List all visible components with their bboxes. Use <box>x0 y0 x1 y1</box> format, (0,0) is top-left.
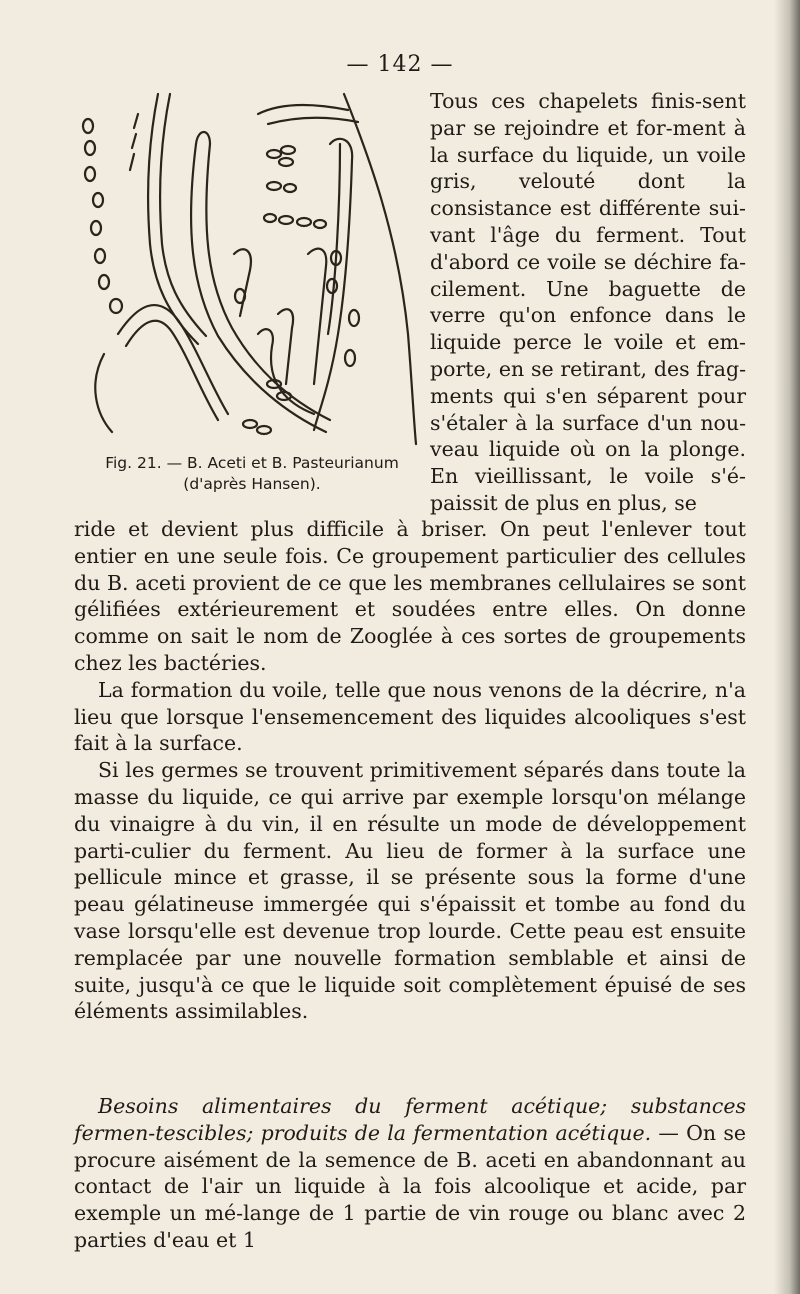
bacteria-drawing <box>78 84 430 454</box>
figure-caption-credit: (d'après Hansen). <box>183 475 321 493</box>
top-filament <box>258 105 358 124</box>
left-tube <box>95 132 330 432</box>
section-text: — On se procure aisément de la semence de B. aceti en abandonnant au contact de l'air un liquide à la fois alcoolique et acide, par exemple un mé-lange de 1 partie de vin rouge ou blanc avec 2 parties d'eau et 1 <box>74 1120 746 1252</box>
paragraph-continuation: ride et devient plus difficile à briser. On peut l'enlever tout entier en une seule fois. Ce groupement particulier des cellules du B. aceti provient de ce que les membranes cellulaires se sont gélifiées extérieurement et soudées entre elles. On donne comme on sait le nom de Zooglée à ces sortes de groupements chez les bactéries. <box>74 517 746 675</box>
figure-caption <box>62 453 442 495</box>
body-text <box>74 516 746 1025</box>
figure-illustration <box>78 84 430 454</box>
page-edge-shadow <box>774 0 800 1294</box>
section-heading: Besoins alimentaires du ferment acétique; substances fermen-tescibles; produits de la fermentation acétique. <box>74 1094 746 1145</box>
section-paragraph <box>74 1093 746 1254</box>
figure-caption-title: Fig. 21. — B. Aceti et B. Pasteurianum <box>105 454 399 472</box>
page-number: — 142 — <box>346 52 454 77</box>
paragraph: Si les germes se trouvent primitivement séparés dans toute la masse du liquide, ce qui arrive par exemple lorsqu'on mélange du vinaigre à du vin, il en résulte un mode de développement parti-culier du ferment. Au lieu de former à la surface une pellicule mince et grasse, il se présente sous la forme d'une peau gélatineuse immergée qui s'épaissit et tombe au fond du vase lorsqu'elle est devenue trop lourde. Cette peau est ensuite remplacée par une nouvelle formation semblable et ainsi de suite, jusqu'à ce que le liquide soit complètement épuisé de ses éléments assimilables. <box>74 758 746 1024</box>
middle-cell-cluster <box>264 146 326 228</box>
paragraph: La formation du voile, telle que nous venons de la décrire, n'a lieu que lorsque l'ensemencement des liquides alcooliques s'est fait à la surface. <box>74 677 746 756</box>
column-paragraph: Tous ces chapelets finis-sent par se rejoindre et for-ment à la surface du liquide, un voile gris, velouté dont la consistance est différente sui-vant l'âge du ferment. Tout d'abord ce voile se déchire fa-cilement. Une baguette de verre qu'on enfonce dans le liquide perce le voile et em-porte, en se retirant, des frag-ments qui s'en séparent pour s'étaler à la surface d'un nou-veau liquide où on la plonge. En vieillissant, le voile s'é-paissit de plus en plus, se <box>430 89 746 515</box>
right-tubes <box>234 94 416 444</box>
